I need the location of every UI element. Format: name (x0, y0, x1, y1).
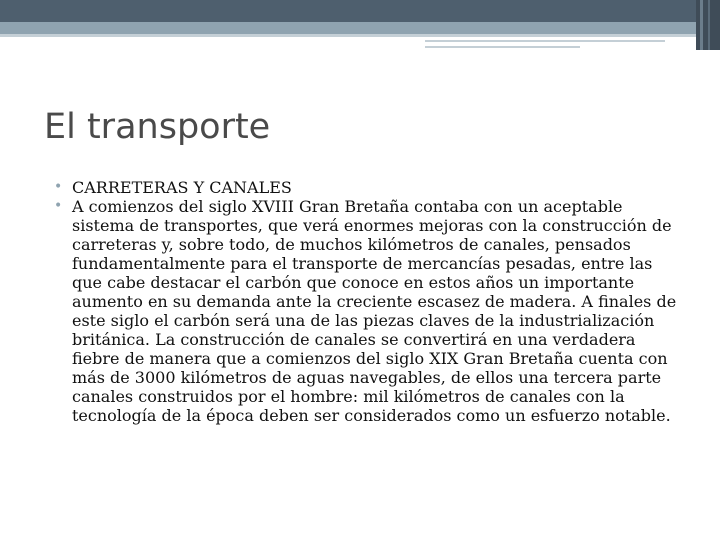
header-bar (0, 0, 720, 22)
header-corner-stripe (700, 0, 703, 50)
bullet-icon: • (54, 198, 63, 214)
bullet-icon: • (54, 179, 63, 195)
bullet-item (54, 197, 684, 425)
bullet-text: A comienzos del siglo XVIII Gran Bretaña contaba con un aceptable sistema de transportes, que verá enormes mejoras con la construcción de carreteras y, sobre todo, de muchos kilómetros de canales, pensados fundamentalmente para el transporte de mercancías pesadas, entre las que cabe destacar el carbón que conoce en estos años un importante aumento en su demanda ante la creciente escasez de madera. A finales de este siglo el carbón será una de las piezas claves de la industrialización británica. La construcción de canales se convertirá en una verdadera fiebre de manera que a comienzos del siglo XIX Gran Bretaña cuenta con más de 3000 kilómetros de aguas navegables, de ellos una tercera parte canales construidos por el hombre: mil kilómetros de canales con la tecnología de la época deben ser considerados como un esfuerzo notable. (72, 197, 677, 425)
header-corner-stripe-thin (708, 0, 710, 50)
header-accent-bar (0, 22, 720, 34)
bullet-list (54, 178, 684, 425)
header-thin-line (0, 34, 720, 37)
slide-title: El transporte (44, 107, 271, 147)
bullet-text: CARRETERAS Y CANALES (72, 178, 292, 197)
bullet-item (54, 178, 684, 197)
header-thin-line-shorter (425, 46, 580, 48)
header-thin-line-short (425, 40, 665, 42)
